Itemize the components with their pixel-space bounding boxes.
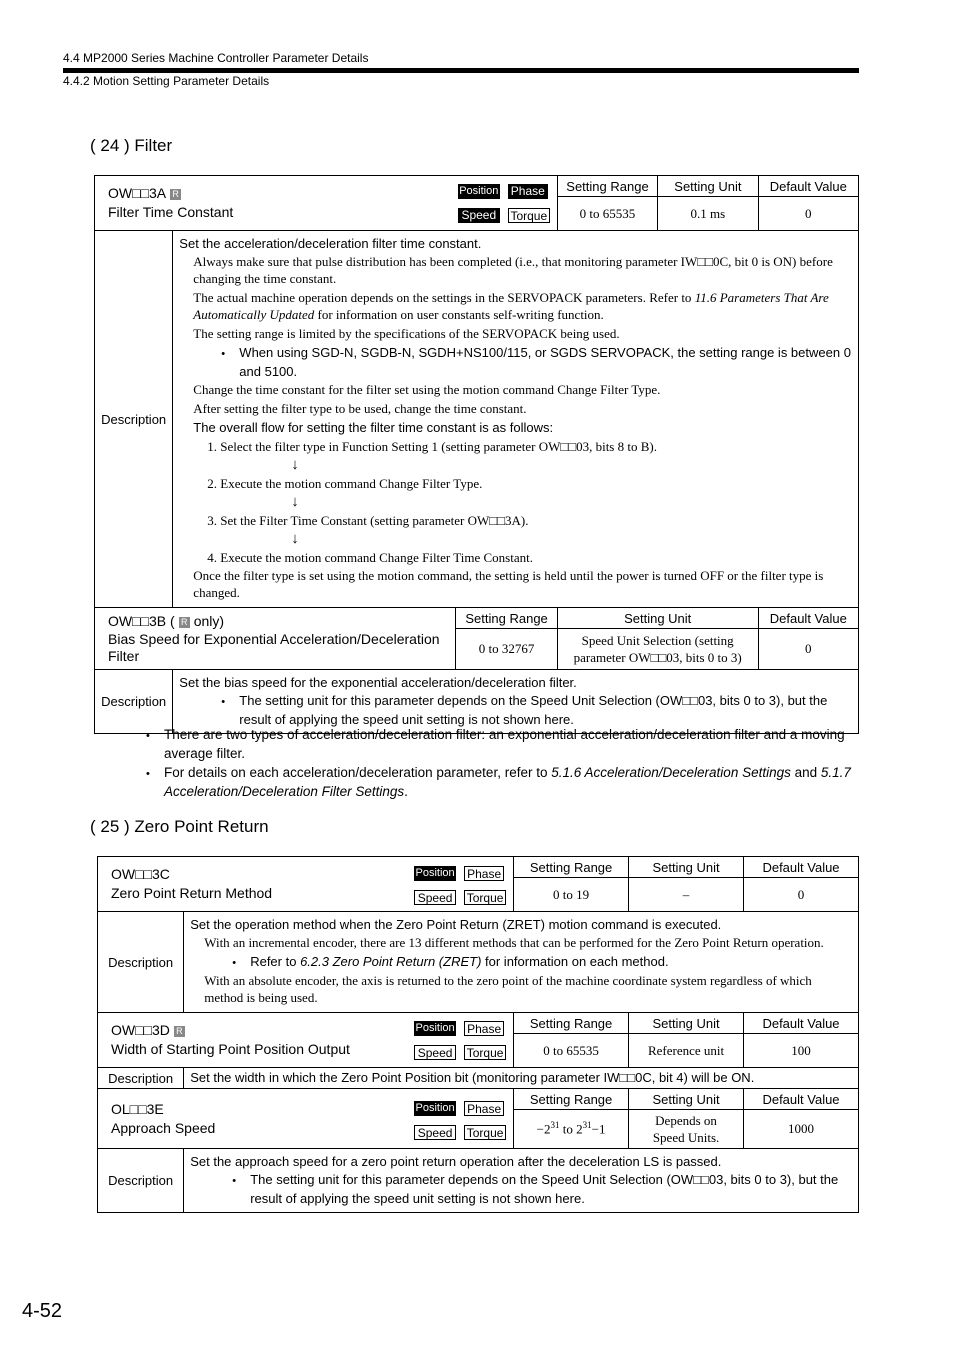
tag-speed: Speed [414,890,456,905]
running-header-section: 4.4 MP2000 Series Machine Controller Parameter Details [63,51,369,65]
desc-text: The setting range is limited by the specifications of the SERVOPACK being used. [193,326,620,341]
tag-phase: Phase [464,1101,504,1116]
desc-text: The actual machine operation depends on the settings in the SERVOPACK parameters. Refer to 11.6 Parameters That Are Automatically Updated for information on user constants self-writing function. [193,290,829,322]
param-3d-name-cell [98,1013,514,1068]
read-only-icon: R [174,1026,185,1037]
desc-text: Set the acceleration/deceleration filter time constant. [179,236,482,251]
col-default-value: Default Value [744,1089,859,1110]
param-3d-description: Set the width in which the Zero Point Position bit (monitoring parameter IW□□0C, bit 4) will be ON. [184,1068,859,1089]
param-3a-unit: 0.1 ms [658,197,758,231]
tag-speed: Speed [414,1125,456,1140]
param-3c-name: Zero Point Return Method [111,885,273,901]
note-item: • For details on each acceleration/deceleration parameter, refer to 5.1.6 Acceleration/Deceleration Settings and 5.1.7 Acceleration/Deceleration Filter Settings. [146,764,858,801]
desc-bullet: • Refer to 6.2.3 Zero Point Return (ZRET) for information on each method. [190,953,852,972]
param-3c-unit: – [629,878,744,912]
tag-phase: Phase [464,1021,504,1036]
flow-step: 2. Execute the motion command Change Filter Type. [207,476,483,491]
zero-point-return-parameter-table [97,856,859,1213]
desc-bullet: • The setting unit for this parameter depends on the Speed Unit Selection (OW□□03, bits 0 to 3), but the result of applying the speed unit setting is not shown here. [179,692,852,729]
col-setting-unit: Setting Unit [557,608,758,629]
param-3d-unit: Reference unit [629,1034,744,1068]
param-3d-default: 100 [744,1034,859,1068]
tag-phase: Phase [464,866,504,881]
param-3a-name-cell [95,176,558,231]
cross-reference: 11.6 Parameters That Are Automatically Updated [193,290,829,322]
header-rule [63,68,859,73]
tag-torque: Torque [464,1125,506,1140]
read-only-icon: R [179,617,190,628]
param-3c-range: 0 to 19 [514,878,629,912]
notes [146,726,858,801]
param-3d-range: 0 to 65535 [514,1034,629,1068]
param-3b-name: Bias Speed for Exponential Acceleration/Deceleration Filter [108,631,440,664]
col-setting-range: Setting Range [557,176,657,197]
down-arrow-icon: ↓ [291,456,299,473]
param-3e-range: $-2^{31}$ to $2^{31}-1$ [514,1110,629,1149]
param-3a-name: Filter Time Constant [108,204,234,220]
param-3e-default: 1000 [744,1110,859,1149]
col-setting-range: Setting Range [514,1089,629,1110]
desc-text: Change the time constant for the filter set using the motion command Change Filter Type. [193,382,661,397]
note-item: • There are two types of acceleration/deceleration filter: an exponential acceleration/deceleration filter and a moving average filter. [146,726,858,763]
section-title-filter: ( 24 ) Filter [90,136,173,155]
desc-text: With an incremental encoder, there are 13 different methods that can be performed for the Zero Point Return operation. [204,935,824,950]
down-arrow-icon: ↓ [291,530,299,547]
desc-text: Set the approach speed for a zero point return operation after the deceleration LS is passed. [190,1154,722,1169]
tag-position: Position [415,1102,455,1114]
tag-phase: Phase [508,184,548,199]
col-default-value: Default Value [744,1013,859,1034]
desc-text: Set the operation method when the Zero Point Return (ZRET) motion command is executed. [190,917,722,932]
col-setting-range: Setting Range [514,857,629,878]
col-default-value: Default Value [758,608,858,629]
desc-bullet: • When using SGD-N, SGDB-N, SGDH+NS100/115, or SGDS SERVOPACK, the setting range is between 0 and 5100. [179,344,852,381]
param-3c-code: OW□□3C [111,866,170,882]
description-label: Description [98,1068,184,1089]
param-3c-description [184,912,859,1013]
param-3a-code: OW□□3A [108,185,167,201]
param-3e-name: Approach Speed [111,1119,216,1136]
tag-speed: Speed [458,208,500,223]
page-number: 4-52 [22,1300,63,1322]
param-3e-code: OL□□3E [111,1100,164,1117]
tag-position: Position [459,185,499,197]
desc-bullet: • The setting unit for this parameter depends on the Speed Unit Selection (OW□□03, bits 0 to 3), but the result of applying the speed unit setting is not shown here. [190,1171,852,1208]
param-3b-unit: Speed Unit Selection (setting parameter OW□□03, bits 0 to 3) [557,629,758,670]
param-3e-unit: Depends on Speed Units. [629,1110,744,1149]
tag-torque: Torque [464,890,506,905]
col-setting-unit: Setting Unit [658,176,758,197]
param-3a-default: 0 [758,197,858,231]
tag-speed: Speed [414,1045,456,1060]
desc-text: The overall flow for setting the filter time constant is as follows: [193,420,554,435]
cross-reference: 5.1.6 Acceleration/Deceleration Settings [551,765,791,780]
flow-step: 4. Execute the motion command Change Filter Time Constant. [207,550,533,565]
filter-parameter-table [94,175,859,734]
param-3e-name-cell [98,1089,514,1149]
running-header-subsection: 4.4.2 Motion Setting Parameter Details [63,74,270,88]
param-3b-name-cell: OW□□3B ( R only) Bias Speed for Exponential Acceleration/Deceleration Filter [95,608,456,670]
param-3a-description [173,231,859,608]
param-3e-description [184,1149,859,1213]
desc-text: Set the bias speed for the exponential acceleration/deceleration filter. [179,675,577,690]
col-setting-unit: Setting Unit [629,1089,744,1110]
col-default-value: Default Value [744,857,859,878]
desc-text: Once the filter type is set using the motion command, the setting is held until the power is turned OFF or the filter type is changed. [193,568,824,600]
section-title-zero-point-return: ( 25 ) Zero Point Return [90,817,269,836]
col-setting-range: Setting Range [456,608,557,629]
param-3a-range: 0 to 65535 [557,197,657,231]
param-3b-description [173,670,859,734]
desc-text: With an absolute encoder, the axis is returned to the zero point of the machine coordinate system regardless of which method is being used. [204,973,812,1005]
tag-position: Position [415,1022,455,1034]
col-default-value: Default Value [758,176,858,197]
cross-reference: 6.2.3 Zero Point Return (ZRET) [300,954,482,969]
desc-text: Always make sure that pulse distribution has been completed (i.e., that monitoring parameter IW□□0C, bit 0 is ON) before changing the time constant. [193,254,833,286]
tag-torque: Torque [508,208,550,223]
description-label: Description [98,912,184,1013]
col-setting-unit: Setting Unit [629,1013,744,1034]
param-3b-range: 0 to 32767 [456,629,557,670]
read-only-icon: R [170,189,181,200]
tag-torque: Torque [464,1045,506,1060]
tag-position: Position [415,867,455,879]
col-setting-unit: Setting Unit [629,857,744,878]
param-3b-default: 0 [758,629,858,670]
down-arrow-icon: ↓ [291,493,299,510]
param-3c-name-cell [98,857,514,912]
flow-step: 3. Set the Filter Time Constant (setting parameter OW□□3A). [207,513,529,528]
param-3d-name: Width of Starting Point Position Output [111,1041,350,1057]
col-setting-range: Setting Range [514,1013,629,1034]
description-label: Description [95,231,173,608]
description-label: Description [95,670,173,734]
cross-reference: 5.1.7 Acceleration/Deceleration Filter Settings [164,765,851,799]
desc-text: After setting the filter type to be used, change the time constant. [193,401,527,416]
param-3d-code: OW□□3D [111,1022,170,1038]
param-3b-code: OW□□3B ( [108,613,175,629]
param-3c-default: 0 [744,878,859,912]
description-label: Description [98,1149,184,1213]
flow-step: 1. Select the filter type in Function Setting 1 (setting parameter OW□□03, bits 8 to B). [207,439,657,454]
